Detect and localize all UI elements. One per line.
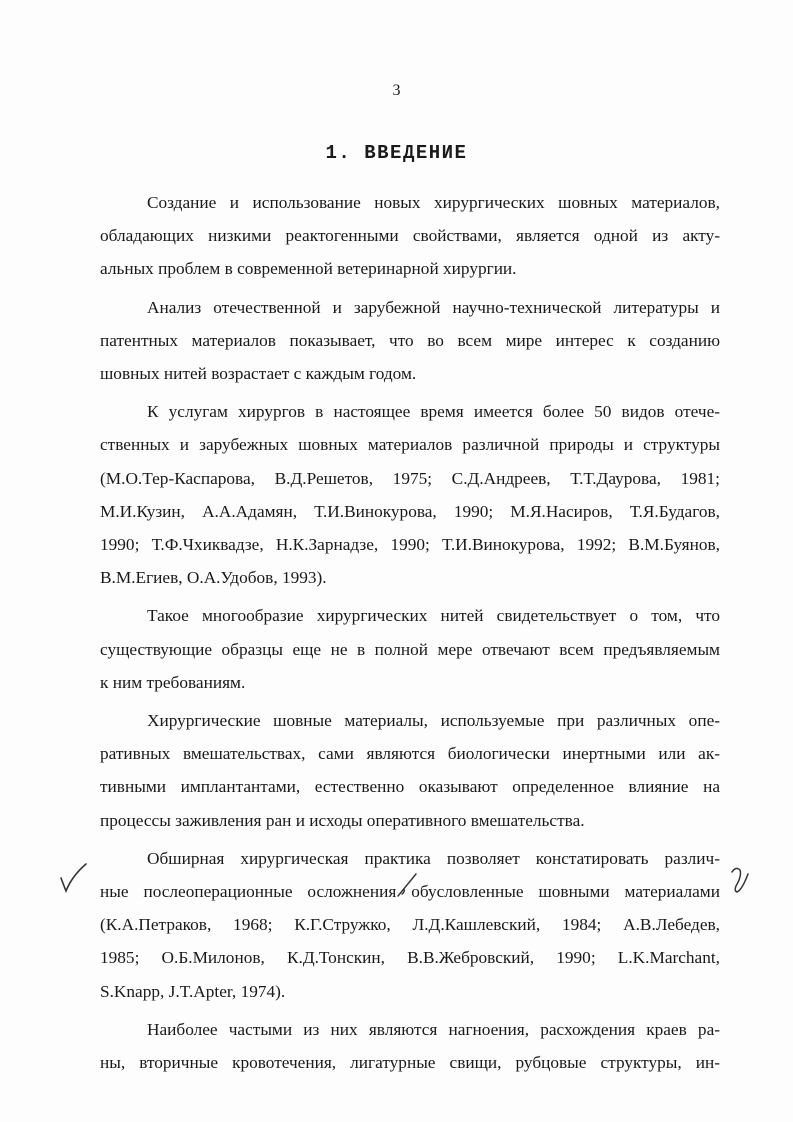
text-line: В.М.Егиев, О.А.Удобов, 1993). <box>100 568 327 588</box>
text-line: 1990; Т.Ф.Чхиквадзе, Н.К.Зарнадзе, 1990; Т.И.Винокурова, 1992; В.М.Буянов, <box>100 535 720 555</box>
text-line: Наиболее частыми из них являются нагноения, расхождения краев ра- <box>147 1019 720 1039</box>
text-line: ственных и зарубежных шовных материалов различной природы и структуры <box>100 435 720 455</box>
text-line: шовных нитей возрастает с каждым годом. <box>100 364 417 384</box>
paragraph <box>100 291 720 391</box>
text-line: обладающих низкими реактогенными свойствами, является одной из акту- <box>100 226 720 246</box>
text-line: Такое многообразие хирургических нитей свидетельствует о том, что <box>147 606 720 626</box>
text-line: Создание и использование новых хирургических шовных материалов, <box>147 193 720 212</box>
text-line: ративных вмешательствах, сами являются биологически инертными или ак- <box>100 744 720 764</box>
paragraph <box>100 186 720 286</box>
text-line: К услугам хирургов в настоящее время имеется более 50 видов отече- <box>147 402 720 422</box>
handwritten-number-icon <box>728 864 754 896</box>
paragraph <box>100 395 720 594</box>
paragraph <box>100 599 720 699</box>
text-line: ные послеоперационные осложнения обусловленные шовными материалами <box>100 882 720 902</box>
text-line: патентных материалов показывает, что во всем мире интерес к созданию <box>100 330 720 350</box>
text-line: М.И.Кузин, А.А.Адамян, Т.И.Винокурова, 1990; М.Я.Насиров, Т.Я.Будагов, <box>100 501 720 521</box>
page-number: 3 <box>392 82 401 99</box>
text-line: к ним требованиям. <box>100 672 246 692</box>
body-text <box>100 186 720 1084</box>
text-line: существующие образцы еще не в полной мере отвечают всем предъявляемым <box>100 639 720 659</box>
paragraph <box>100 842 720 1008</box>
text-line: S.Knapp, J.T.Apter, 1974). <box>100 981 286 1001</box>
paragraph <box>100 1013 720 1079</box>
section-heading: 1. ВВЕДЕНИЕ <box>325 142 468 164</box>
text-line: (К.А.Петраков, 1968; К.Г.Стружко, Л.Д.Кашлевский, 1984; А.В.Лебедев, <box>100 915 720 935</box>
text-line: 1985; О.Б.Милонов, К.Д.Тонскин, В.В.Жебровский, 1990; L.K.Marchant, <box>100 948 720 968</box>
paragraph <box>100 704 720 837</box>
handwritten-checkmark-icon <box>58 862 88 894</box>
text-line: Обширная хирургическая практика позволяет констатировать различ- <box>147 848 720 868</box>
handwritten-comma-insert-icon <box>396 872 418 898</box>
text-line: процессы заживления ран и исходы оперативного вмешательства. <box>100 810 585 830</box>
text-line: Анализ отечественной и зарубежной научно-технической литературы и <box>147 297 720 317</box>
text-line: альных проблем в современной ветеринарной хирургии. <box>100 259 517 279</box>
text-line: (М.О.Тер-Каспарова, В.Д.Решетов, 1975; С.Д.Андреев, Т.Т.Даурова, 1981; <box>100 468 720 488</box>
text-line: тивными имплантантами, естественно оказывают определенное влияние на <box>100 777 720 797</box>
text-line: Хирургические шовные материалы, используемые при различных опе- <box>147 711 720 731</box>
text-line: ны, вторичные кровотечения, лигатурные свищи, рубцовые структуры, ин- <box>100 1053 720 1073</box>
